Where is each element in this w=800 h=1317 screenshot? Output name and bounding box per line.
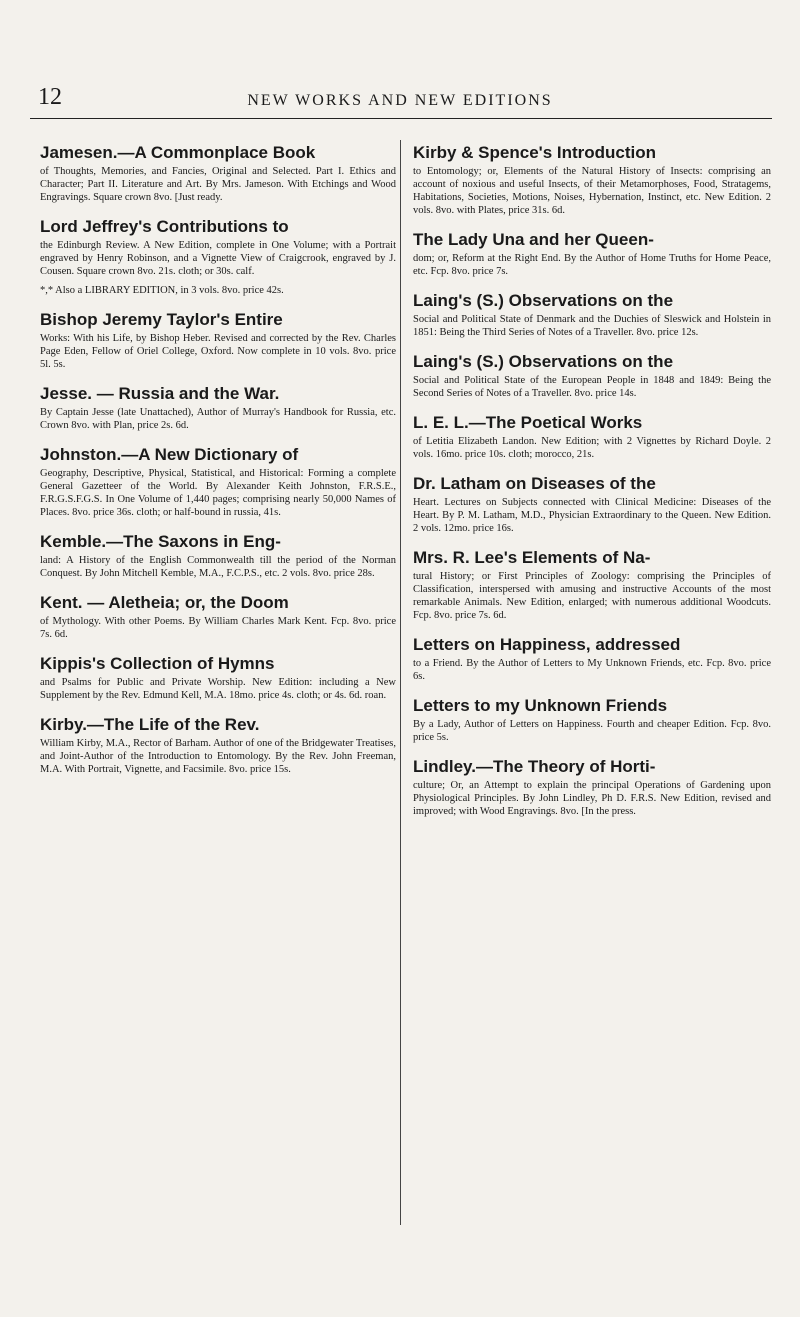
entry-body: By Captain Jesse (late Unattached), Author of Murray's Handbook for Russia, etc. Crown 8vo. with Plan, price 2s. 6d. (40, 407, 396, 431)
entry-title: Letters on Happiness, addressed (413, 635, 681, 654)
entry-title: Kirby.—The Life of the Rev. (40, 715, 260, 734)
entry-title: Bishop Jeremy Taylor's Entire (40, 310, 283, 329)
column-divider (400, 140, 401, 1225)
entry-body: Heart. Lectures on Subjects connected with Clinical Medicine: Diseases of the Heart. By P. M. Latham, M.D., Physician Extraordinary to the Queen. New Edition. 2 vols. 12mo. price 16s. (413, 497, 771, 534)
entry-jesse (40, 384, 396, 432)
entry-lindley (413, 757, 771, 818)
running-title: NEW WORKS AND NEW EDITIONS (247, 92, 553, 109)
entry-lel (413, 413, 771, 461)
entry-jeffrey (40, 217, 396, 297)
entry-body: and Psalms for Public and Private Worship. New Edition: including a New Supplement by the Rev. Edmund Kell, M.A. 18mo. price 4s. cloth; or 4s. 6d. roan. (40, 677, 396, 701)
entry-body: of Mythology. With other Poems. By William Charles Mark Kent. Fcp. 8vo. price 7s. 6d. (40, 616, 396, 640)
entry-kirby-life (40, 715, 396, 776)
entry-body: to a Friend. By the Author of Letters to My Unknown Friends, etc. Fcp. 8vo. price 6s. (413, 658, 771, 682)
entry-kemble (40, 532, 396, 580)
entry-body: dom; or, Reform at the Right End. By the Author of Home Truths for Home Peace, etc. Fcp. 8vo. price 7s. (413, 253, 771, 277)
entry-body: to Entomology; or, Elements of the Natural History of Insects: comprising an account of noxious and useful Insects, of their Metamorphoses, Food, Stratagems, Habitations, Societies, Motions, Noises, Hybernation, Instinct, etc. New Edition. 2 vols. 8vo. with Plates, price 31s. 6d. (413, 166, 771, 216)
entry-title: Jamesen.—A Commonplace Book (40, 143, 316, 162)
entry-note: *,* Also a LIBRARY EDITION, in 3 vols. 8vo. price 42s. (40, 285, 284, 296)
entry-laing-denmark (413, 291, 771, 339)
entry-title: Lord Jeffrey's Contributions to (40, 217, 289, 236)
entry-taylor (40, 310, 396, 371)
entry-body: of Thoughts, Memories, and Fancies, Original and Selected. Part I. Ethics and Character; Part II. Literature and Art. By Mrs. Jameson. With Etchings and Wood Engravings. Square crown 8vo. [Just ready. (40, 166, 396, 203)
entry-letters-unknown (413, 696, 771, 744)
entry-body: Social and Political State of Denmark and the Duchies of Sleswick and Holstein in 1851: Being the Third Series of Notes of a Traveller. 8vo. price 12s. (413, 314, 771, 338)
entry-body: By a Lady, Author of Letters on Happiness. Fourth and cheaper Edition. Fcp. 8vo. price 5s. (413, 719, 771, 743)
entry-body: Social and Political State of the European People in 1848 and 1849: Being the Second Series of Notes of a Traveller. 8vo. price 14s. (413, 375, 771, 399)
entry-title: Mrs. R. Lee's Elements of Na- (413, 548, 651, 567)
entry-title: L. E. L.—The Poetical Works (413, 413, 643, 432)
entry-body: culture; Or, an Attempt to explain the principal Operations of Gardening upon Physiological Principles. By John Lindley, Ph D. F.R.S. New Edition, revised and improved; with Wood Engravings. 8vo. [In the press. (413, 780, 771, 817)
entry-latham (413, 474, 771, 535)
entry-title: Laing's (S.) Observations on the (413, 352, 674, 371)
entry-title: Letters to my Unknown Friends (413, 696, 668, 715)
entry-title: Kirby & Spence's Introduction (413, 143, 657, 162)
entry-title: Dr. Latham on Diseases of the (413, 474, 656, 493)
header-rule (30, 118, 772, 119)
entry-title: Lindley.—The Theory of Horti- (413, 757, 656, 776)
entry-body: land: A History of the English Commonwealth till the period of the Norman Conquest. By John Mitchell Kemble, M.A., F.C.P.S., etc. 2 vols. 8vo. price 28s. (40, 555, 396, 579)
entry-laing-europe (413, 352, 771, 400)
entry-title: Jesse. — Russia and the War. (40, 384, 280, 403)
entry-kent (40, 593, 396, 641)
entry-lady-una (413, 230, 771, 278)
entry-body: William Kirby, M.A., Rector of Barham. Author of one of the Bridgewater Treatises, and Joint-Author of the Introduction to Entomology. By the Rev. John Freeman, M.A. With Portrait, Vignette, and Facsimile. 8vo. price 15s. (40, 738, 396, 775)
entry-body: of Letitia Elizabeth Landon. New Edition; with 2 Vignettes by Richard Doyle. 2 vols. 16mo. price 10s. cloth; morocco, 21s. (413, 436, 771, 460)
entry-body: the Edinburgh Review. A New Edition, complete in One Volume; with a Portrait engraved by Henry Robinson, and a Vignette View of Craigcrook, engraved by J. Cousen. Square crown 8vo. 21s. cloth; or 30s. calf. (40, 240, 396, 277)
entry-johnston (40, 445, 396, 519)
entry-title: Johnston.—A New Dictionary of (40, 445, 299, 464)
right-column (413, 143, 771, 831)
left-column (40, 143, 396, 789)
entry-title: Kippis's Collection of Hymns (40, 654, 275, 673)
entry-jameson (40, 143, 396, 204)
entry-body: Geography, Descriptive, Physical, Statistical, and Historical: Forming a complete General Gazetteer of the World. By Alexander Keith Johnston, F.R.S.E., F.R.G.S.F.G.S. In One Volume of 1,440 pages; comprising nearly 50,000 Names of Places. 8vo. price 36s. cloth; or half-bound in russia, 41s. (40, 468, 396, 518)
entry-title: Kent. — Aletheia; or, the Doom (40, 593, 289, 612)
entry-kippis (40, 654, 396, 702)
entry-title: Kemble.—The Saxons in Eng- (40, 532, 281, 551)
entry-body: Works: With his Life, by Bishop Heber. Revised and corrected by the Rev. Charles Page Eden, Fellow of Oriel College, Oxford. Now complete in 10 vols. 8vo. price 5l. 5s. (40, 333, 396, 370)
entry-letters-happiness (413, 635, 771, 683)
page-number: 12 (38, 84, 62, 110)
entry-kirby-spence (413, 143, 771, 217)
entry-body: tural History; or First Principles of Zoology: comprising the Principles of Classification, interspersed with amusing and instructive Accounts of the most remarkable Animals. New Edition, enlarged; with numerous additional Woodcuts. Fcp. 8vo. price 7s. 6d. (413, 571, 771, 621)
entry-lee (413, 548, 771, 622)
entry-title: The Lady Una and her Queen- (413, 230, 654, 249)
entry-title: Laing's (S.) Observations on the (413, 291, 674, 310)
